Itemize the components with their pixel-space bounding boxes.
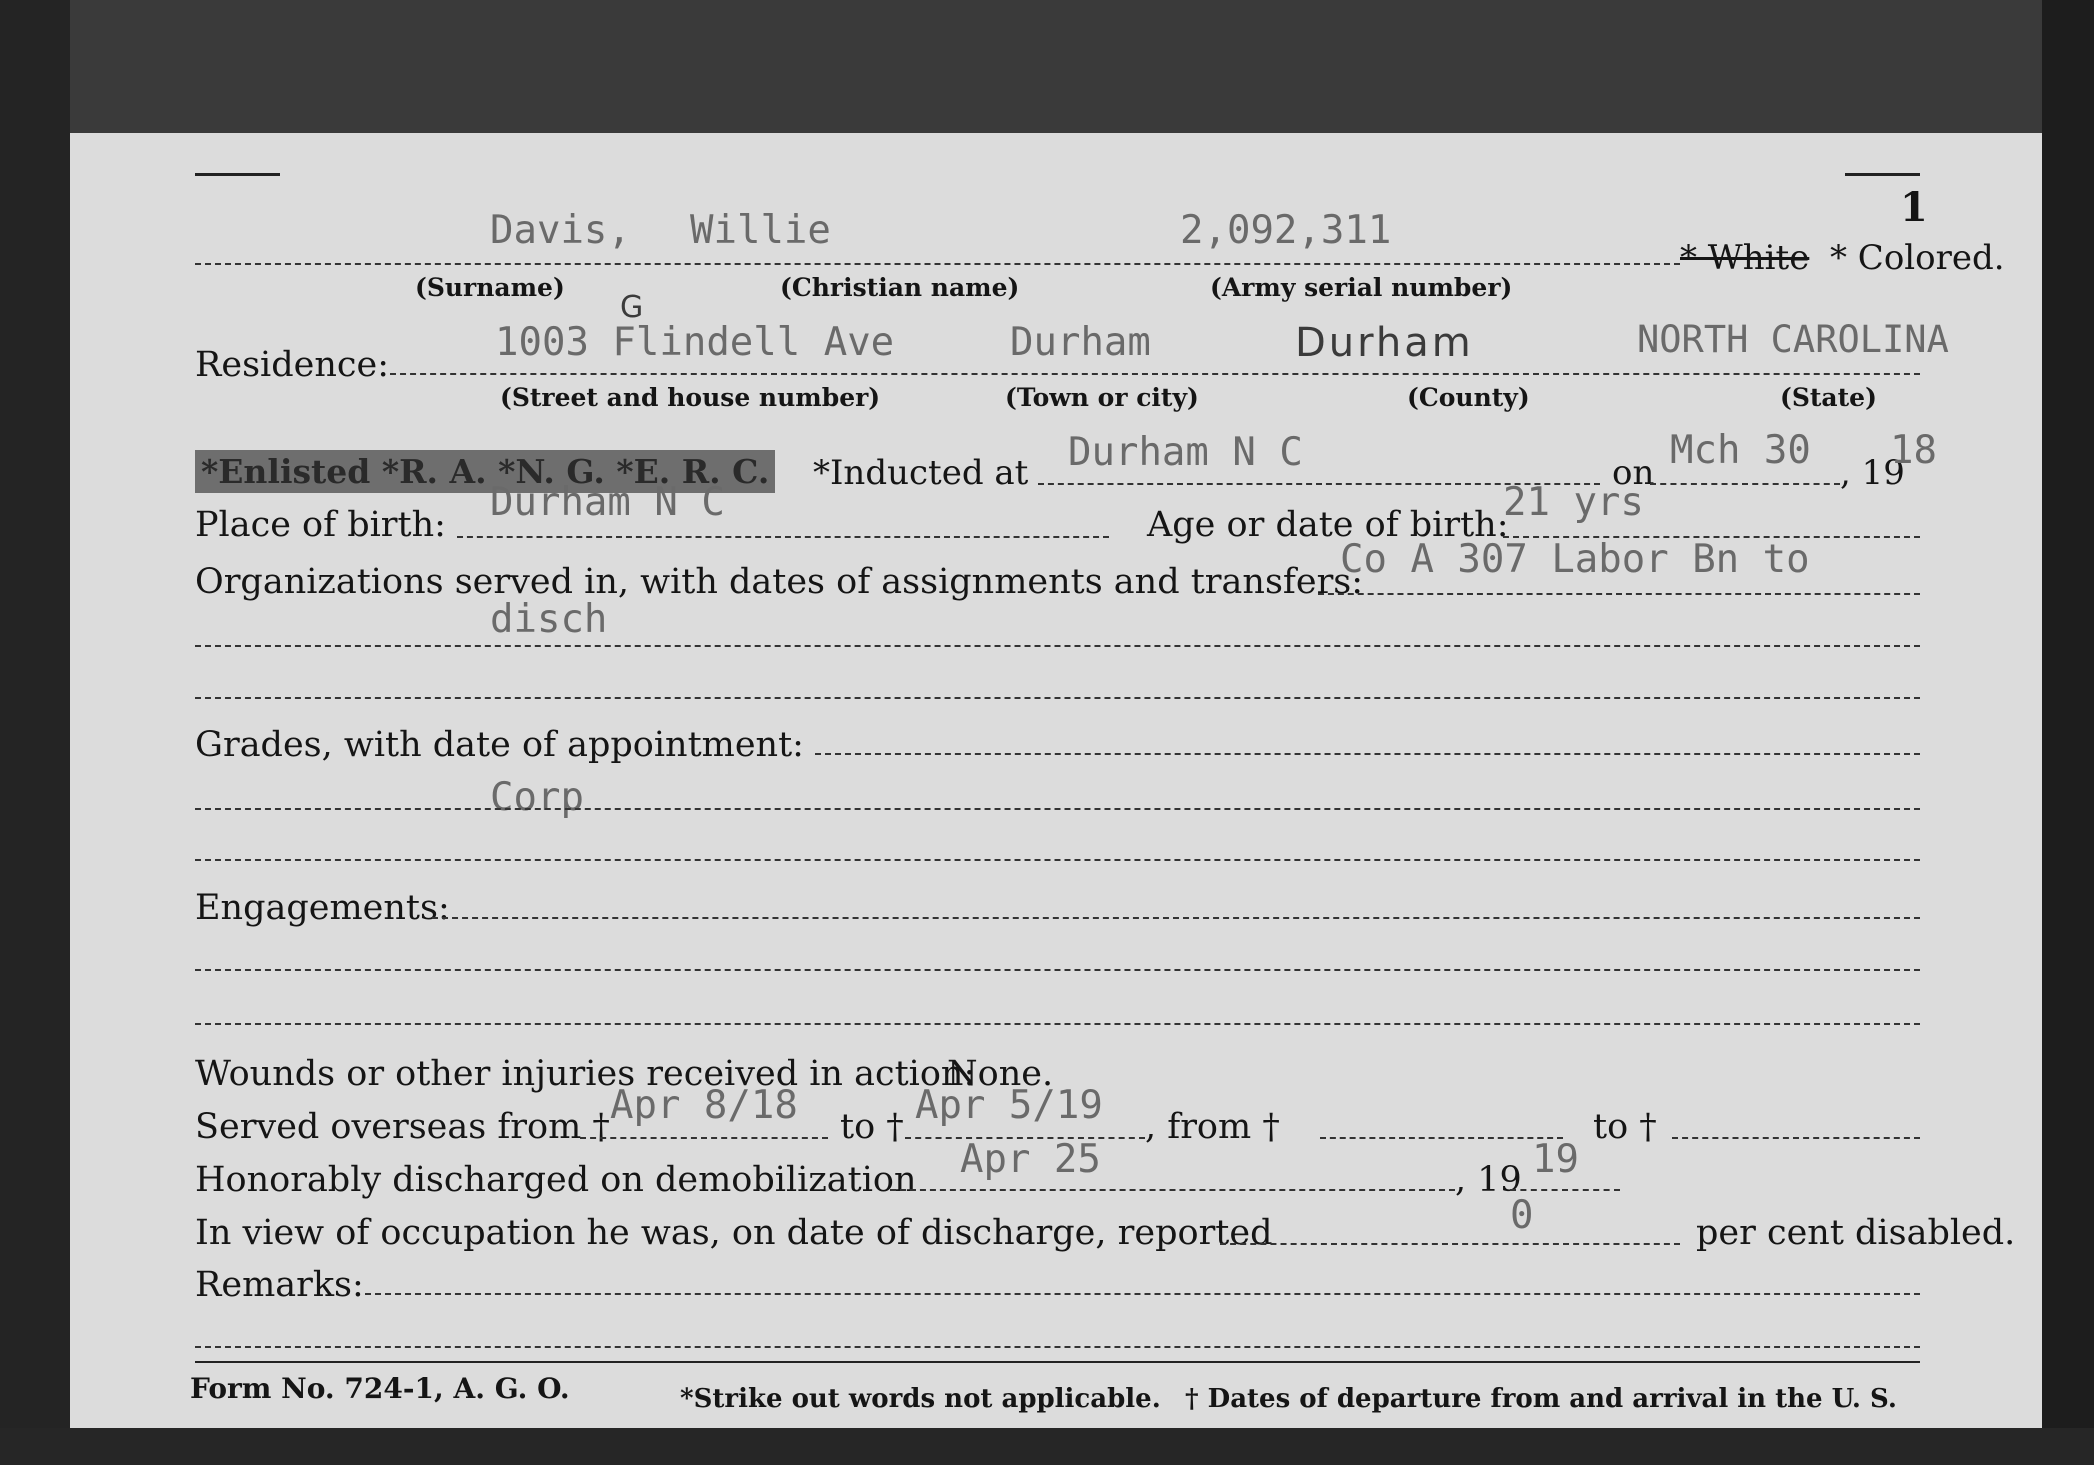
remarks-line2 xyxy=(195,1346,1920,1348)
discharge-label: Honorably discharged on demobilization xyxy=(195,1160,917,1200)
organizations-line3 xyxy=(195,697,1920,699)
surname-value: Davis, xyxy=(490,208,631,253)
service-record-card xyxy=(70,133,2042,1428)
overseas-from-value: Apr 8/18 xyxy=(610,1083,798,1128)
wounds-value: None. xyxy=(947,1054,1054,1094)
middle-initial-handwritten: G xyxy=(620,290,647,325)
discharge-date-value: Apr 25 xyxy=(960,1137,1101,1182)
engagements-line2 xyxy=(195,969,1920,971)
street-caption: (Street and house number) xyxy=(500,383,881,412)
surname-caption: (Surname) xyxy=(415,273,565,302)
overseas-to-value: Apr 5/19 xyxy=(915,1083,1103,1128)
overseas-to-label2: to † xyxy=(1593,1107,1657,1147)
overseas-from-line xyxy=(580,1137,828,1139)
overseas-label: Served overseas from † xyxy=(195,1107,610,1147)
residence-line xyxy=(390,373,1920,375)
organizations-line1 xyxy=(1318,593,1920,595)
street-value: 1003 Flindell Ave xyxy=(495,320,895,365)
disability-value: 0 xyxy=(1510,1193,1534,1238)
discharge-year-line xyxy=(1510,1189,1620,1191)
race-white-struck xyxy=(1680,238,1810,278)
overseas-to2-line xyxy=(1672,1137,1920,1139)
discharge-year-value: 19 xyxy=(1532,1137,1579,1182)
wounds-label: Wounds or other injuries received in action: xyxy=(195,1054,976,1094)
state-caption: (State) xyxy=(1780,383,1877,412)
inducted-at-label: *Inducted at xyxy=(813,453,1029,493)
grades-line2 xyxy=(195,808,1920,810)
residence-label: Residence: xyxy=(195,345,389,385)
engagements-line1 xyxy=(432,917,1920,919)
place-of-birth-value: Durham N C xyxy=(490,480,725,525)
scan-background-left xyxy=(0,0,70,1465)
christian-name-caption: (Christian name) xyxy=(780,273,1020,302)
grades-value: Corp xyxy=(490,775,584,820)
discharge-year-prefix: , 19 xyxy=(1455,1160,1522,1200)
strike-note: *Strike out words not applicable. xyxy=(680,1384,1161,1414)
disability-line xyxy=(1220,1243,1680,1245)
race-white-label: * White xyxy=(1680,238,1810,278)
inducted-at-value: Durham N C xyxy=(1068,430,1303,475)
serial-number-caption: (Army serial number) xyxy=(1210,273,1513,302)
inducted-year-value: 18 xyxy=(1890,428,1937,473)
age-label: Age or date of birth: xyxy=(1147,505,1509,545)
footer-rule xyxy=(195,1361,1920,1363)
card-number: 1 xyxy=(1900,184,1928,231)
name-line xyxy=(195,263,1680,265)
christian-name-value: Willie xyxy=(690,208,831,253)
inducted-year-prefix: , 19 xyxy=(1840,453,1905,493)
place-of-birth-label: Place of birth: xyxy=(195,505,446,545)
scan-background-right xyxy=(2042,0,2094,1465)
scan-background-top xyxy=(0,0,2094,135)
town-caption: (Town or city) xyxy=(1005,383,1199,412)
engagements-label: Engagements: xyxy=(195,888,450,928)
place-of-birth-line xyxy=(457,536,1109,538)
inducted-date-line xyxy=(1650,483,1840,485)
disability-label: In view of occupation he was, on date of discharge, reported xyxy=(195,1213,1273,1253)
organizations-line2 xyxy=(195,645,1920,647)
top-left-rule xyxy=(195,173,280,176)
disability-suffix: per cent disabled. xyxy=(1696,1213,2016,1253)
enlistment-options: *Enlisted *R. A. *N. G. *E. R. C. xyxy=(195,450,775,493)
remarks-label: Remarks: xyxy=(195,1265,364,1305)
county-value-handwritten: Durham xyxy=(1295,320,1474,366)
remarks-line1 xyxy=(365,1293,1920,1295)
organizations-value-line1: Co A 307 Labor Bn to xyxy=(1340,537,1810,582)
dates-note: † Dates of departure from and arrival in the U. S. xyxy=(1185,1384,1897,1414)
state-value: NORTH CAROLINA xyxy=(1637,318,1949,361)
race-colored-label: * Colored. xyxy=(1830,238,2005,278)
top-right-rule xyxy=(1845,173,1920,176)
overseas-from2-line xyxy=(1320,1137,1563,1139)
discharge-date-line xyxy=(890,1189,1455,1191)
form-number: Form No. 724-1, A. G. O. xyxy=(190,1372,570,1405)
organizations-value-line2: disch xyxy=(490,597,608,642)
serial-number-value: 2,092,311 xyxy=(1180,208,1392,253)
county-caption: (County) xyxy=(1407,383,1530,412)
scan-background-bottom xyxy=(0,1428,2094,1465)
engagements-line3 xyxy=(195,1023,1920,1025)
inducted-on-label: on xyxy=(1612,453,1655,493)
grades-line3 xyxy=(195,859,1920,861)
age-value: 21 yrs xyxy=(1503,480,1644,525)
town-value: Durham xyxy=(1010,320,1151,365)
grades-label: Grades, with date of appointment: xyxy=(195,725,804,765)
organizations-label: Organizations served in, with dates of assignments and transfers: xyxy=(195,562,1364,602)
grades-line1 xyxy=(815,753,1920,755)
inducted-date-value: Mch 30 xyxy=(1670,428,1811,473)
overseas-from-label2: , from † xyxy=(1145,1107,1280,1147)
overseas-to-label: to † xyxy=(840,1107,904,1147)
